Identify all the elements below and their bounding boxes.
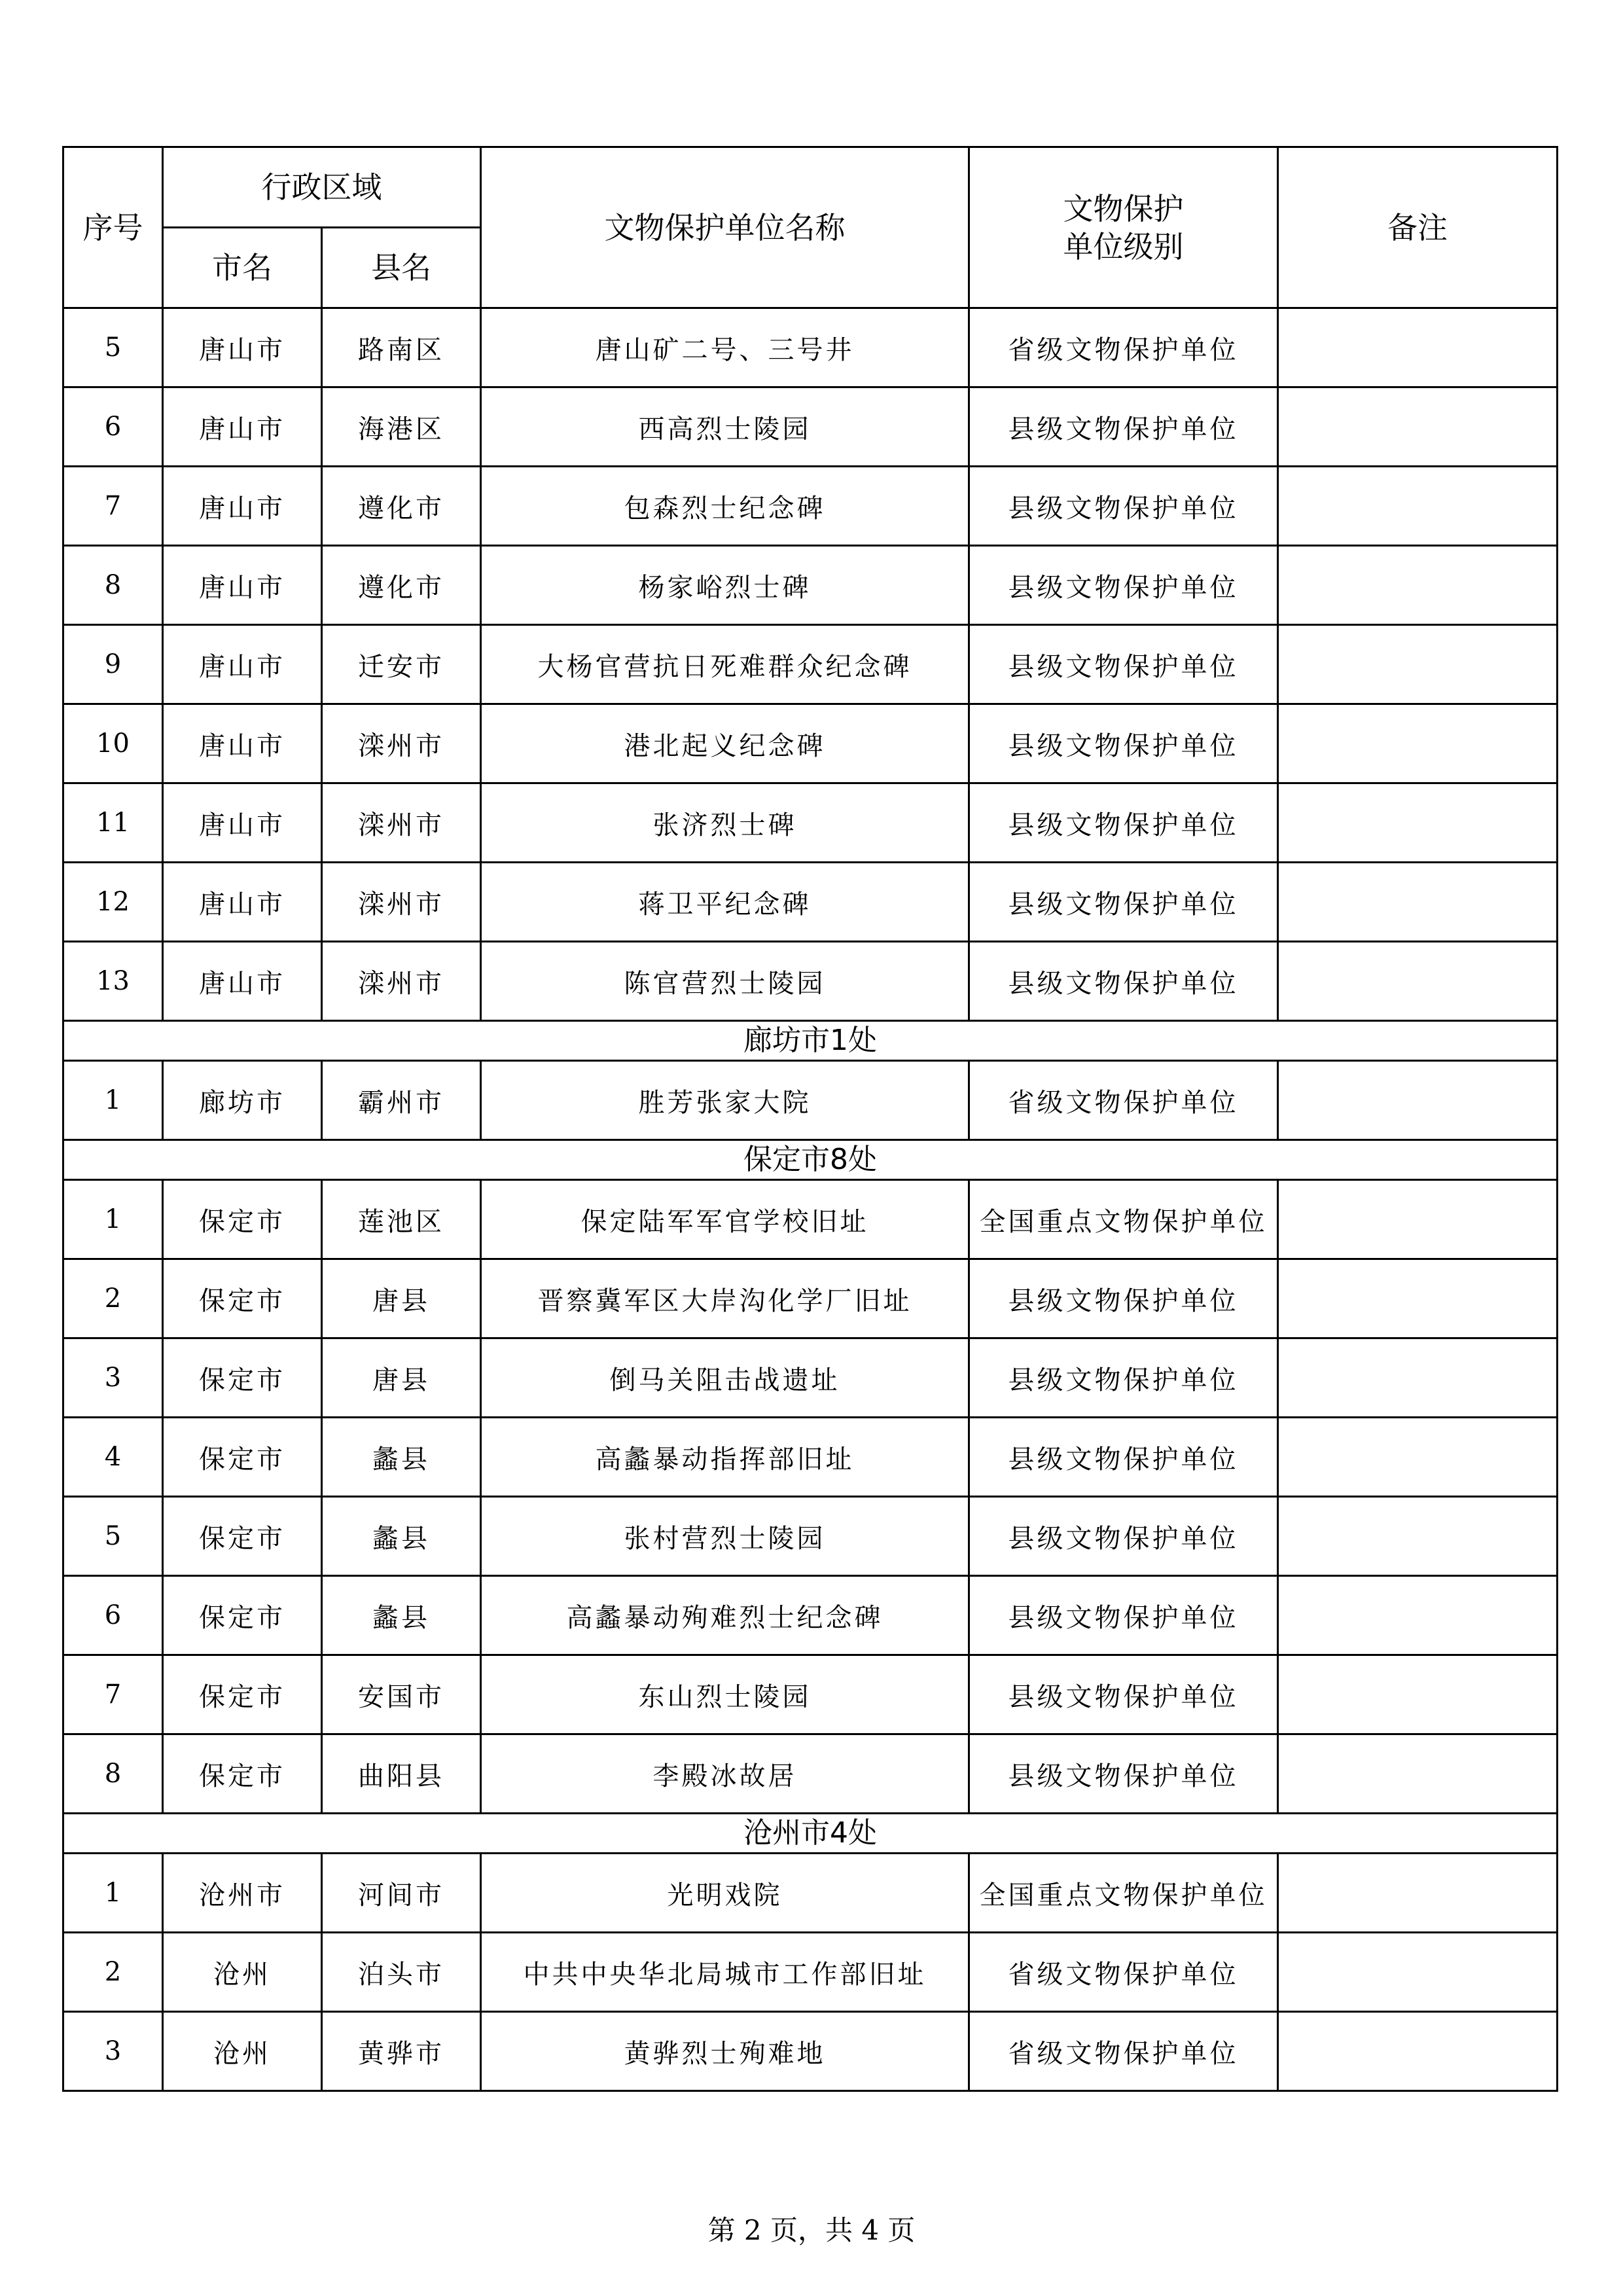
table-row bbox=[63, 704, 1558, 783]
cell-remark bbox=[1278, 308, 1558, 387]
table-row bbox=[63, 308, 1558, 387]
cell-seq: 1 bbox=[63, 1854, 163, 1933]
cell-name: 蒋卫平纪念碑 bbox=[481, 863, 969, 942]
cell-level: 省级文物保护单位 bbox=[969, 1933, 1278, 2012]
cell-county: 海港区 bbox=[322, 387, 481, 467]
cell-remark bbox=[1278, 1061, 1558, 1140]
cell-city: 沧州市 bbox=[163, 1854, 322, 1933]
cell-seq: 1 bbox=[63, 1180, 163, 1259]
cell-remark bbox=[1278, 625, 1558, 704]
cell-level: 全国重点文物保护单位 bbox=[969, 1854, 1278, 1933]
cell-remark bbox=[1278, 863, 1558, 942]
cell-level: 省级文物保护单位 bbox=[969, 308, 1278, 387]
cell-seq: 8 bbox=[63, 546, 163, 625]
cell-county: 河间市 bbox=[322, 1854, 481, 1933]
cell-name: 张济烈士碑 bbox=[481, 783, 969, 863]
cell-remark bbox=[1278, 1259, 1558, 1338]
cell-remark bbox=[1278, 546, 1558, 625]
cell-remark bbox=[1278, 1655, 1558, 1734]
cell-county: 滦州市 bbox=[322, 863, 481, 942]
table-row bbox=[63, 1497, 1558, 1576]
cell-remark bbox=[1278, 1180, 1558, 1259]
section-header-row bbox=[63, 1021, 1558, 1061]
cell-level: 县级文物保护单位 bbox=[969, 625, 1278, 704]
header-region: 行政区域 bbox=[163, 147, 481, 228]
table-row bbox=[63, 546, 1558, 625]
cell-county: 滦州市 bbox=[322, 942, 481, 1021]
table-row bbox=[63, 467, 1558, 546]
cell-county: 路南区 bbox=[322, 308, 481, 387]
cell-seq: 11 bbox=[63, 783, 163, 863]
cell-county: 滦州市 bbox=[322, 704, 481, 783]
section-header-row bbox=[63, 1140, 1558, 1180]
cell-name: 杨家峪烈士碑 bbox=[481, 546, 969, 625]
cell-city: 沧州 bbox=[163, 1933, 322, 2012]
cell-city: 唐山市 bbox=[163, 546, 322, 625]
cell-name: 陈官营烈士陵园 bbox=[481, 942, 969, 1021]
cell-city: 保定市 bbox=[163, 1655, 322, 1734]
cell-city: 沧州 bbox=[163, 2012, 322, 2091]
cell-level: 县级文物保护单位 bbox=[969, 783, 1278, 863]
cell-level: 县级文物保护单位 bbox=[969, 1576, 1278, 1655]
table-header bbox=[63, 147, 1558, 308]
cell-name: 倒马关阻击战遗址 bbox=[481, 1338, 969, 1418]
table-row bbox=[63, 863, 1558, 942]
cell-city: 唐山市 bbox=[163, 467, 322, 546]
header-seq: 序号 bbox=[63, 147, 163, 308]
cell-remark bbox=[1278, 2012, 1558, 2091]
cell-county: 唐县 bbox=[322, 1338, 481, 1418]
cell-city: 保定市 bbox=[163, 1180, 322, 1259]
cell-level: 县级文物保护单位 bbox=[969, 704, 1278, 783]
cell-name: 张村营烈士陵园 bbox=[481, 1497, 969, 1576]
cell-seq: 2 bbox=[63, 1259, 163, 1338]
cell-level: 县级文物保护单位 bbox=[969, 1338, 1278, 1418]
cell-name: 李殿冰故居 bbox=[481, 1734, 969, 1814]
cell-county: 泊头市 bbox=[322, 1933, 481, 2012]
cell-level: 县级文物保护单位 bbox=[969, 1497, 1278, 1576]
cell-county: 蠡县 bbox=[322, 1576, 481, 1655]
cell-remark bbox=[1278, 1418, 1558, 1497]
table-row bbox=[63, 942, 1558, 1021]
cell-remark bbox=[1278, 1338, 1558, 1418]
cell-name: 中共中央华北局城市工作部旧址 bbox=[481, 1933, 969, 2012]
cell-name: 晋察冀军区大岸沟化学厂旧址 bbox=[481, 1259, 969, 1338]
cell-county: 曲阳县 bbox=[322, 1734, 481, 1814]
cell-county: 莲池区 bbox=[322, 1180, 481, 1259]
cell-seq: 8 bbox=[63, 1734, 163, 1814]
cell-city: 保定市 bbox=[163, 1497, 322, 1576]
cell-level: 县级文物保护单位 bbox=[969, 942, 1278, 1021]
cell-county: 蠡县 bbox=[322, 1418, 481, 1497]
cell-remark bbox=[1278, 1854, 1558, 1933]
table-row bbox=[63, 1259, 1558, 1338]
cell-level: 全国重点文物保护单位 bbox=[969, 1180, 1278, 1259]
heritage-table bbox=[62, 146, 1558, 2092]
cell-remark bbox=[1278, 942, 1558, 1021]
section-title: 保定市8处 bbox=[63, 1140, 1558, 1180]
cell-seq: 6 bbox=[63, 387, 163, 467]
cell-city: 廊坊市 bbox=[163, 1061, 322, 1140]
cell-name: 黄骅烈士殉难地 bbox=[481, 2012, 969, 2091]
table-row bbox=[63, 1655, 1558, 1734]
cell-name: 保定陆军军官学校旧址 bbox=[481, 1180, 969, 1259]
cell-level: 县级文物保护单位 bbox=[969, 546, 1278, 625]
table-row bbox=[63, 1180, 1558, 1259]
header-level bbox=[969, 147, 1278, 308]
cell-county: 遵化市 bbox=[322, 546, 481, 625]
cell-name: 西高烈士陵园 bbox=[481, 387, 969, 467]
cell-seq: 10 bbox=[63, 704, 163, 783]
section-title: 廊坊市1处 bbox=[63, 1021, 1558, 1061]
header-level-line2: 单位级别 bbox=[1063, 228, 1184, 264]
cell-remark bbox=[1278, 783, 1558, 863]
cell-remark bbox=[1278, 1497, 1558, 1576]
cell-seq: 1 bbox=[63, 1061, 163, 1140]
table-row bbox=[63, 625, 1558, 704]
cell-seq: 4 bbox=[63, 1418, 163, 1497]
cell-remark bbox=[1278, 1734, 1558, 1814]
cell-level: 县级文物保护单位 bbox=[969, 1418, 1278, 1497]
header-city: 市名 bbox=[163, 228, 322, 308]
cell-level: 县级文物保护单位 bbox=[969, 863, 1278, 942]
cell-city: 保定市 bbox=[163, 1259, 322, 1338]
table-row bbox=[63, 1418, 1558, 1497]
cell-city: 唐山市 bbox=[163, 863, 322, 942]
cell-city: 唐山市 bbox=[163, 387, 322, 467]
table-row bbox=[63, 1338, 1558, 1418]
cell-county: 迁安市 bbox=[322, 625, 481, 704]
table-row bbox=[63, 387, 1558, 467]
cell-name: 光明戏院 bbox=[481, 1854, 969, 1933]
cell-remark bbox=[1278, 1933, 1558, 2012]
cell-county: 黄骅市 bbox=[322, 2012, 481, 2091]
cell-level: 县级文物保护单位 bbox=[969, 1655, 1278, 1734]
header-level-line1: 文物保护 bbox=[1063, 190, 1184, 226]
cell-name: 唐山矿二号、三号井 bbox=[481, 308, 969, 387]
header-remark: 备注 bbox=[1278, 147, 1558, 308]
table-row bbox=[63, 1933, 1558, 2012]
cell-seq: 3 bbox=[63, 1338, 163, 1418]
cell-seq: 5 bbox=[63, 308, 163, 387]
cell-level: 省级文物保护单位 bbox=[969, 1061, 1278, 1140]
table-row bbox=[63, 1734, 1558, 1814]
cell-name: 东山烈士陵园 bbox=[481, 1655, 969, 1734]
section-title: 沧州市4处 bbox=[63, 1814, 1558, 1854]
cell-city: 唐山市 bbox=[163, 625, 322, 704]
table-row bbox=[63, 1854, 1558, 1933]
table-body bbox=[63, 308, 1558, 2091]
cell-county: 唐县 bbox=[322, 1259, 481, 1338]
cell-seq: 7 bbox=[63, 467, 163, 546]
cell-level: 县级文物保护单位 bbox=[969, 387, 1278, 467]
cell-seq: 12 bbox=[63, 863, 163, 942]
header-county: 县名 bbox=[322, 228, 481, 308]
cell-remark bbox=[1278, 387, 1558, 467]
section-header-row bbox=[63, 1814, 1558, 1854]
cell-city: 保定市 bbox=[163, 1576, 322, 1655]
cell-seq: 3 bbox=[63, 2012, 163, 2091]
cell-county: 遵化市 bbox=[322, 467, 481, 546]
cell-county: 安国市 bbox=[322, 1655, 481, 1734]
cell-seq: 9 bbox=[63, 625, 163, 704]
cell-level: 县级文物保护单位 bbox=[969, 1734, 1278, 1814]
header-name: 文物保护单位名称 bbox=[481, 147, 969, 308]
cell-name: 包森烈士纪念碑 bbox=[481, 467, 969, 546]
cell-remark bbox=[1278, 467, 1558, 546]
cell-remark bbox=[1278, 1576, 1558, 1655]
cell-remark bbox=[1278, 704, 1558, 783]
cell-name: 高蠡暴动指挥部旧址 bbox=[481, 1418, 969, 1497]
cell-level: 县级文物保护单位 bbox=[969, 467, 1278, 546]
cell-level: 省级文物保护单位 bbox=[969, 2012, 1278, 2091]
cell-seq: 2 bbox=[63, 1933, 163, 2012]
cell-name: 大杨官营抗日死难群众纪念碑 bbox=[481, 625, 969, 704]
cell-level: 县级文物保护单位 bbox=[969, 1259, 1278, 1338]
cell-name: 胜芳张家大院 bbox=[481, 1061, 969, 1140]
cell-county: 蠡县 bbox=[322, 1497, 481, 1576]
table-row bbox=[63, 1061, 1558, 1140]
cell-city: 唐山市 bbox=[163, 704, 322, 783]
cell-seq: 5 bbox=[63, 1497, 163, 1576]
cell-city: 保定市 bbox=[163, 1338, 322, 1418]
cell-seq: 6 bbox=[63, 1576, 163, 1655]
page-footer: 第 2 页，共 4 页 bbox=[707, 2214, 916, 2246]
cell-city: 唐山市 bbox=[163, 308, 322, 387]
cell-seq: 7 bbox=[63, 1655, 163, 1734]
cell-name: 港北起义纪念碑 bbox=[481, 704, 969, 783]
cell-city: 唐山市 bbox=[163, 942, 322, 1021]
table-row bbox=[63, 783, 1558, 863]
cell-city: 唐山市 bbox=[163, 783, 322, 863]
cell-county: 霸州市 bbox=[322, 1061, 481, 1140]
cell-seq: 13 bbox=[63, 942, 163, 1021]
table-row bbox=[63, 2012, 1558, 2091]
cell-city: 保定市 bbox=[163, 1418, 322, 1497]
cell-city: 保定市 bbox=[163, 1734, 322, 1814]
table-row bbox=[63, 1576, 1558, 1655]
cell-name: 高蠡暴动殉难烈士纪念碑 bbox=[481, 1576, 969, 1655]
cell-county: 滦州市 bbox=[322, 783, 481, 863]
